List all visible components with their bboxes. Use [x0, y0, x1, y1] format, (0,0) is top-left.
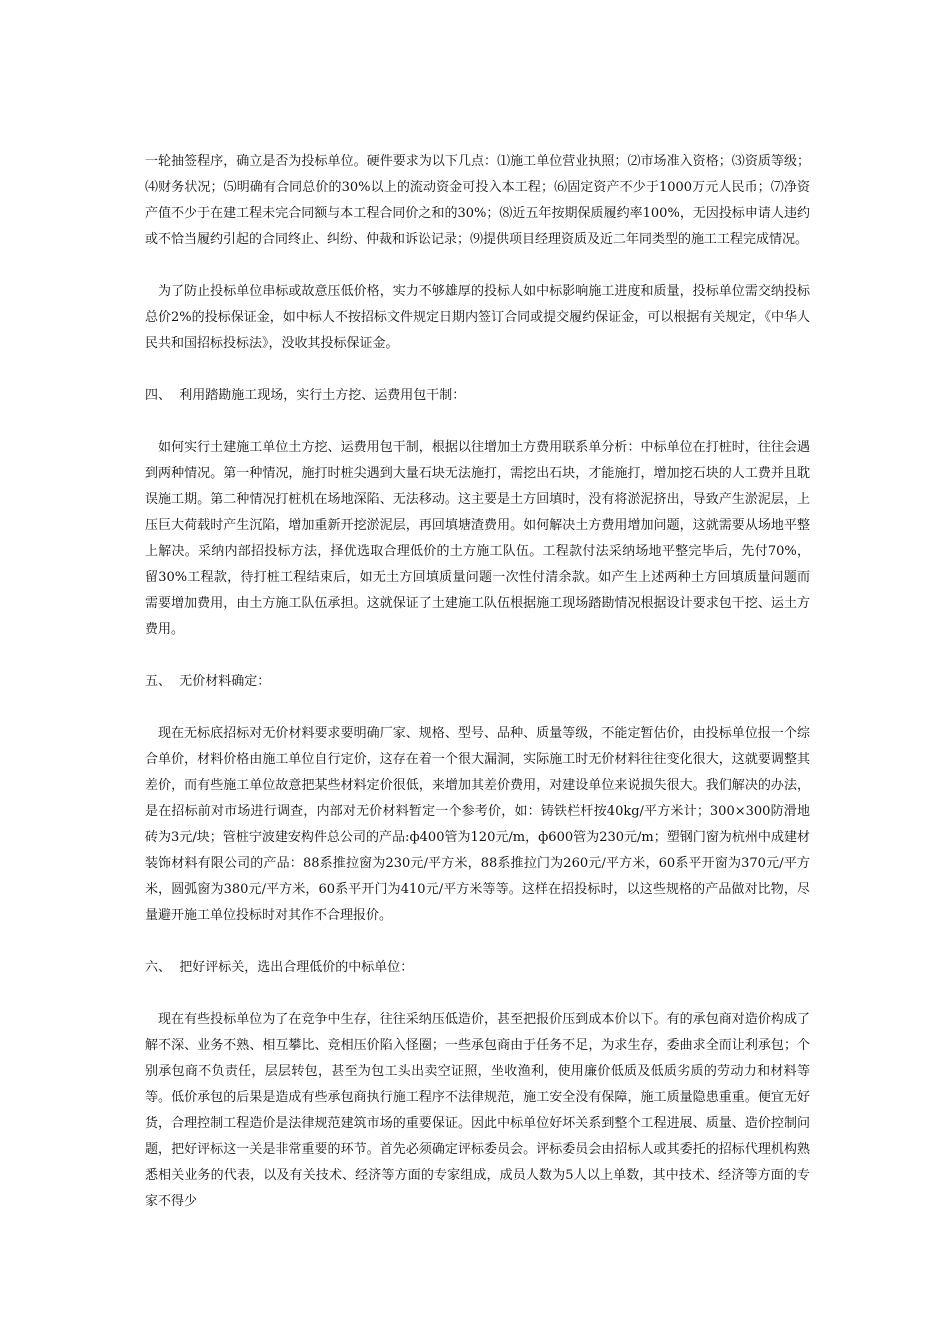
paragraph-spacer	[145, 695, 810, 721]
paragraph-bidder-hardware-requirements: 一轮抽签程序，确立是否为投标单位。硬件要求为以下几点：⑴施工单位营业执照；⑵市场准入资格；⑶资质等级；⑷财务状况；⑸明确有合同总价的30%以上的流动资金可投入本工程；⑹固定资产不少于1000万元人民币；⑺净资产值不少于在建工程未完合同额与本工程合同价之和的30%；⑻近五年按期保质履约率100%，无因投标申请人违约或不恰当履约引起的合同终止、纠纷、仲裁和诉讼记录；⑼提供项目经理资质及近二年同类型的施工工程完成情况。	[145, 154, 810, 247]
paragraph-unpriced-materials: 现在无标底招标对无价材料要求要明确厂家、规格、型号、品种、质量等级，不能定暂估价，由投标单位报一个综合单价，材料价格由施工单位自行定价，这存在着一个很大漏洞，实际施工时无价材料往往变化很大，这就要调整其差价，而有些施工单位故意把某些材料定价很低，来增加其差价费用，对建设单位来说损失很大。我们解决的办法，是在招标前对市场进行调查，内部对无价材料暂定一个参考价，如：铸铁栏杆按40kg/平方米计；300×300防滑地砖为3元/块；管桩宁波建安构件总公司的产品:ф400管为120元/m，ф600管为230元/m；塑钢门窗为杭州中成建材装饰材料有限公司的产品：88系推拉窗为230元/平方米，88系推拉门为260元/平方米，60系平开窗为370元/平方米，圆弧窗为380元/平方米，60系平开门为410元/平方米等等。这样在招投标时，以这些规格的产品做对比物，尽量避开施工单位投标时对其作不合理报价。	[145, 726, 810, 923]
section-heading-6: 六、 把好评标关，选出合理低价的中标单位：	[145, 960, 414, 975]
paragraph-spacer	[145, 253, 810, 279]
paragraph-spacer	[145, 643, 810, 669]
paragraph-bid-evaluation: 现在有些投标单位为了在竞争中生存，往往采纳压低造价，甚至把报价压到成本价以下。有的承包商对造价构成了解不深、业务不熟、相互攀比、竞相压价陷入怪圈；一些承包商由于任务不足，为求生存，委曲求全而让利承包；个别承包商不负责任，层层转包，甚至为包工头出卖空证照，坐收渔利，使用廉价低质及低质劣质的劳动力和材料等等。低价承包的后果是造成有些承包商执行施工程序不法律规范，施工安全没有保障，施工质量隐患重重。便宜无好货，合理控制工程造价是法律规范建筑市场的重要保证。因此中标单位好坏关系到整个工程进展、质量、造价控制问题，把好评标这一关是非常重要的环节。首先必须确定评标委员会。评标委员会由招标人或其委托的招标代理机构熟悉相关业务的代表，以及有关技术、经济等方面的专家组成，成员人数为5人以上单数，其中技术、经济等方面的专家不得少	[145, 1012, 810, 1209]
paragraph-spacer	[145, 409, 810, 435]
section-heading-4: 四、 利用踏勘施工现场，实行土方挖、运费用包干制：	[145, 388, 466, 403]
paragraph-spacer	[145, 357, 810, 383]
paragraph-bid-bond: 为了防止投标单位串标或故意压低价格，实力不够雄厚的投标人如中标影响施工进度和质量，投标单位需交纳投标总价2%的投标保证金，如中标人不按招标文件规定日期内签订合同或提交履约保证金，可以根据有关规定，《中华人民共和国招标投标法》，没收其投标保证金。	[145, 284, 810, 351]
section-heading-5: 五、 无价材料确定：	[145, 674, 271, 689]
paragraph-earthwork-lump-sum: 如何实行土建施工单位土方挖、运费用包干制，根据以往增加土方费用联系单分析：中标单位在打桩时，往往会遇到两种情况。第一种情况，施打时桩尖遇到大量石块无法施打，需挖出石块，才能施打，增加挖石块的人工费并且耽误施工期。第二种情况打桩机在场地深陷、无法移动。这主要是土方回填时，没有将淤泥挤出，导致产生淤泥层，上压巨大荷载时产生沉陷，增加重新开挖淤泥层，再回填塘渣费用。如何解决土方费用增加问题，这就需要从场地平整上解决。采纳内部招投标方法，择优选取合理低价的土方施工队伍。工程款付法采纳场地平整完毕后，先付70%，留30%工程款，待打桩工程结束后，如无土方回填质量问题一次性付清余款。如产生上述两种土方回填质量问题而需要增加费用，由土方施工队伍承担。这就保证了土建施工队伍根据施工现场踏勘情况根据设计要求包干挖、运土方费用。	[145, 440, 810, 637]
document-page	[145, 149, 810, 1215]
paragraph-spacer	[145, 929, 810, 955]
paragraph-spacer	[145, 981, 810, 1007]
